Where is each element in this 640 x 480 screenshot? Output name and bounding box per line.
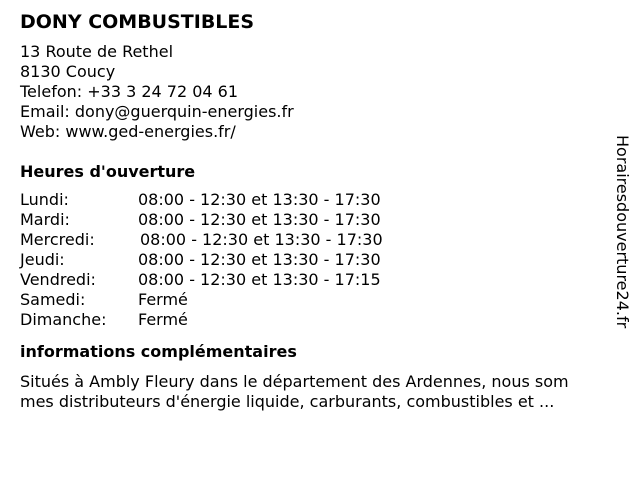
hours-time: 08:00 - 12:30 et 13:30 - 17:30 <box>138 250 381 269</box>
email-line: Email: dony@guerquin-energies.fr <box>20 102 294 121</box>
company-name: DONY COMBUSTIBLES <box>20 11 255 33</box>
site-watermark: Horairesdouverture24.fr <box>613 135 632 329</box>
hours-time: 08:00 - 12:30 et 13:30 - 17:15 <box>138 270 381 289</box>
info-text-line-2: mes distributeurs d'énergie liquide, carburants, combustibles et ... <box>20 392 555 411</box>
hours-day: Vendredi: <box>20 270 96 289</box>
web-line: Web: www.ged-energies.fr/ <box>20 122 236 141</box>
address-city: 8130 Coucy <box>20 62 116 81</box>
hours-table <box>20 190 610 330</box>
hours-time: Fermé <box>138 290 188 309</box>
contact-block <box>20 42 610 142</box>
hours-day: Mardi: <box>20 210 70 229</box>
phone-line: Telefon: +33 3 24 72 04 61 <box>20 82 239 101</box>
hours-time: 08:00 - 12:30 et 13:30 - 17:30 <box>138 190 381 209</box>
address-street: 13 Route de Rethel <box>20 42 174 61</box>
hours-time: 08:00 - 12:30 et 13:30 - 17:30 <box>138 210 381 229</box>
hours-time: 08:00 - 12:30 et 13:30 - 17:30 <box>140 230 383 249</box>
hours-row-sunday <box>20 310 610 330</box>
hours-row-friday <box>20 270 610 290</box>
hours-row-wednesday <box>20 230 610 250</box>
hours-day: Jeudi: <box>20 250 65 269</box>
hours-day: Dimanche: <box>20 310 107 329</box>
hours-row-tuesday <box>20 210 610 230</box>
business-card <box>20 10 610 412</box>
hours-heading: Heures d'ouverture <box>20 162 196 181</box>
info-text-line-1: Situés à Ambly Fleury dans le département des Ardennes, nous som <box>20 372 569 391</box>
hours-day: Mercredi: <box>20 230 95 249</box>
hours-row-monday <box>20 190 610 210</box>
hours-time: Fermé <box>138 310 188 329</box>
hours-day: Lundi: <box>20 190 69 209</box>
hours-row-thursday <box>20 250 610 270</box>
hours-day: Samedi: <box>20 290 86 309</box>
info-heading: informations complémentaires <box>20 342 297 361</box>
hours-row-saturday <box>20 290 610 310</box>
